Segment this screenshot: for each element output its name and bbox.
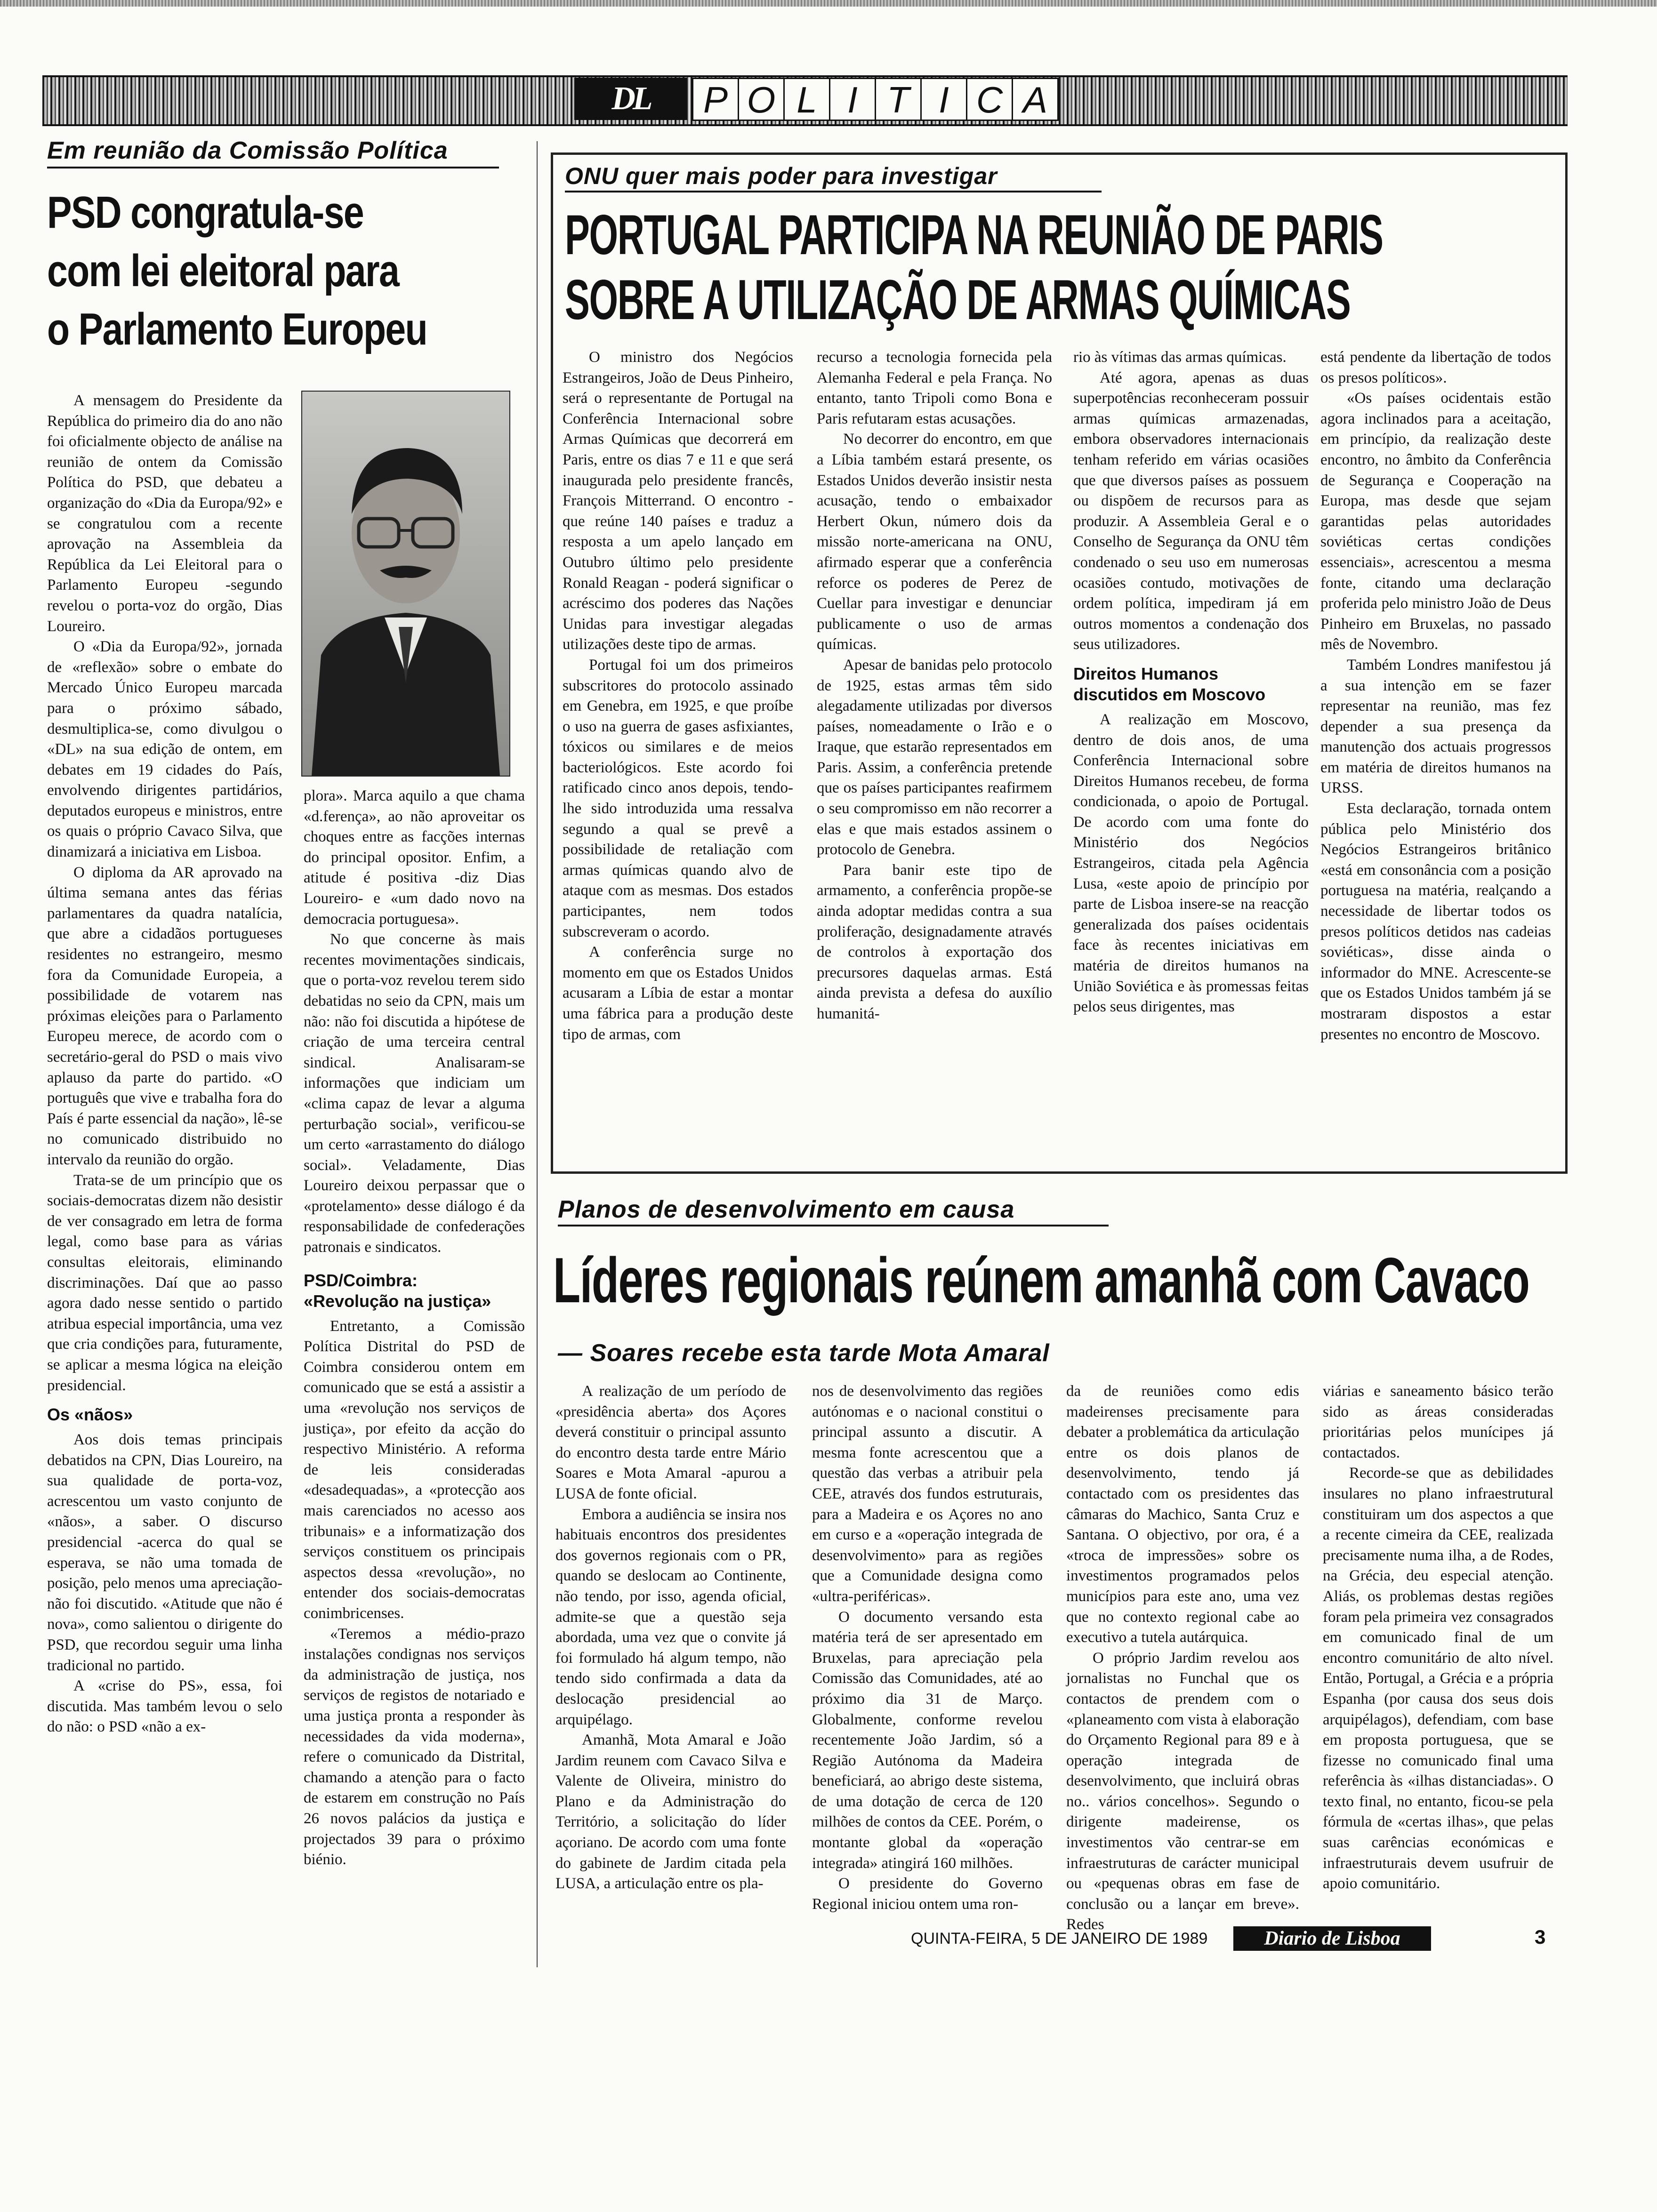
left-article-column-2	[304, 786, 525, 1870]
portrait-image	[302, 392, 509, 776]
onu-article-column-4	[1320, 347, 1551, 1045]
section-letter: T	[875, 78, 922, 121]
paragraph: A realização de um período de «presidência aberta» dos Açores deverá constituir o principal assunto do encontro desta tarde entre Mário Soares e Mota Amaral -apurou a LUSA de fonte oficial.	[555, 1383, 786, 1502]
onu-article-headline	[565, 202, 1563, 332]
paragraph: plora». Marca aquilo a que chama «d.ferença», ao não aproveitar os choques entre as facções internas do principal opositor. Enfim, a atitude é positiva -diz Dias Loureiro- e «um dado novo na democracia portuguesa».	[304, 787, 525, 928]
paragraph: nos de desenvolvimento das regiões autónomas e o nacional constitui o principal assunto a discutir. A mesma fonte acrescentou que a questão das verbas a atribuir pela CEE, através dos fundos estruturais, para a Madeira e os Açores no ano em curso e a «operação integrada de desenvolvimento» para as regiões que a Comunidade designa como «ultra-periféricas».	[812, 1383, 1043, 1605]
paragraph: O «Dia da Europa/92», jornada de «reflexão» sobre o embate do Mercado Único Europeu marcada para o próximo sábado, desmultiplica-se, como divulgou o «DL» na sua edição de ontem, em debates em 19 cidades do País, envolvendo dirigentes partidários, deputados europeus e ministros, entre os quais o próprio Cavaco Silva, que dinamizará a iniciativa em Lisboa.	[47, 638, 282, 861]
portrait-photo	[301, 391, 510, 777]
paragraph: Esta declaração, tornada ontem pública pelo Ministério dos Negócios Estrangeiros britânico «está em consonância com a posição portuguesa na matéria, realçando a necessidade de libertar todos os presos políticos detidos nas cadeias soviéticas», disse ainda o informador do MNE. Acrescente-se que os Estados Unidos também já se mostraram dispostos a estar presentes no encontro de Moscovo.	[1320, 800, 1551, 1043]
headline-line: o Parlamento Europeu	[47, 304, 427, 354]
paragraph: da de reuniões como edis madeirenses precisamente para debater a problemática da articulação entre os dois planos de desenvolvimento, tendo já contactado com os presidentes das câmaras do Machico, Santa Cruz e Santana. O objectivo, por ora, é a «troca de impressões» sobre os investimentos programados pelos municípios para este ano, uma vez que no contexto regional cabe ao executivo a tutela autárquica.	[1066, 1383, 1299, 1646]
subhead-coimbra-line-1: PSD/Coimbra:	[304, 1270, 418, 1290]
section-letter: O	[738, 78, 785, 121]
headline-line: com lei eleitoral para	[47, 246, 399, 296]
paragraph: Também Londres manifestou já a sua intenção em se fazer representar na reunião, mas fez depender a sua presença da manutenção dos actuais progressos em matéria de direitos humanos na URSS.	[1320, 656, 1551, 797]
paragraph: está pendente da libertação de todos os presos políticos».	[1320, 349, 1551, 386]
onu-article-column-3	[1073, 347, 1309, 1018]
paragraph: Embora a audiência se insira nos habituais encontros dos presidentes dos governos regionais com o PR, quando se deslocam ao Continente, não tendo, por isso, agenda oficial, admite-se que a questão seja abordada, uma vez que o convite já foi formulado há algum tempo, não tendo sido confirmada a data da deslocação presidencial ao arquipélago.	[555, 1506, 786, 1728]
regional-article-column-3	[1066, 1381, 1299, 1935]
footer-date: QUINTA-FEIRA, 5 DE JANEIRO DE 1989	[911, 1930, 1208, 1948]
section-letter: L	[783, 78, 830, 121]
paragraph: A realização em Moscovo, dentro de dois anos, de uma Conferência Internacional sobre Direitos Humanos recebeu, de forma condicionada, o apoio de Portugal. De acordo com uma fonte do Ministério dos Negócios Estrangeiros, citada pela Agência Lusa, «este apoio de princípio por parte de Lisboa insere-se na reacção generalizada dos países ocidentais face às recentes iniciativas em matéria de direitos humanos na União Soviética e às promessas feitas pelos seus dirigentes, mas	[1073, 711, 1309, 1016]
newspaper-logo-dl: DL	[574, 78, 687, 120]
paragraph: Apesar de banidas pelo protocolo de 1925, estas armas têm sido alegadamente utilizadas por diversos países, nomeadamente o Irão e o Iraque, que estarão representados em Paris. Assim, a conferência pretende que os países participantes reafirmem o seu compromisso em não recorrer a elas e que mais estados assinem o protocolo de Genebra.	[817, 656, 1052, 858]
headline-line: PORTUGAL PARTICIPA NA REUNIÃO DE PARIS	[565, 203, 1383, 266]
paragraph: Amanhã, Mota Amaral e João Jardim reunem com Cavaco Silva e Valente de Oliveira, ministro do Plano e da Administração do Território, a solicitação do líder açoriano. De acordo com uma fonte do gabinete de Jardim citada pela LUSA, a articulação entre os pla-	[555, 1731, 786, 1892]
column-divider	[537, 141, 538, 1967]
paragraph: Trata-se de um princípio que os sociais-democratas dizem não desistir de ver consagrado em letra de forma legal, como base para as várias consultas eleitorais, eliminando discriminações. Daí que ao passo agora dado nesse sentido o partido atribua especial importância, uma vez que cria condições para, futuramente, se aplicar a mesma lógica na eleição presidencial.	[47, 1171, 282, 1394]
paragraph: Até agora, apenas as duas superpotências reconheceram possuir armas químicas armazenadas, embora observadores internacionais tenham referido em várias ocasiões que que diversos países as possuem ou dispõem de recursos para as produzir. A Assembleia Geral e o Conselho de Segurança da ONU têm condenado o seu uso em numerosas ocasiões contudo, motivações de ordem política, impediram já em outros momentos a condenação dos seus utilizadores.	[1073, 369, 1309, 653]
paragraph: Aos dois temas principais debatidos na CPN, Dias Loureiro, na sua qualidade de porta-voz, acrescentou um vasto conjunto de «nãos», a saber. O discurso presidencial -acerca do qual se esperava, se não uma tomada de posição, pelo menos uma apreciação- não foi discutido. «Atitude que não é nova», como salientou o dirigente do PSD, que recordou seguir uma linha tradicional no partido.	[47, 1431, 282, 1674]
paragraph: «Os países ocidentais estão agora inclinados para a aceitação, em princípio, da realização deste encontro, no âmbito da Conferência de Segurança e Cooperação na Europa, mas desde que sejam garantidas pelas autoridades soviéticas certas condições essenciais», acrescentou a mesma fonte, citando uma declaração proferida pelo ministro João de Deus Pinheiro em Bruxelas, no passado mês de Novembro.	[1320, 390, 1551, 653]
subhead-coimbra-line-2: «Revolução na justiça»	[304, 1291, 491, 1311]
paragraph: rio às vítimas das armas químicas.	[1073, 349, 1287, 366]
paragraph: Portugal foi um dos primeiros subscritores do protocolo assinado em Genebra, em 1925, e que proíbe o uso na guerra de gases asfixiantes, tóxicos ou similares e de meios bacteriológicos. Este acordo foi ratificado cinco anos depois, tendo-lhe sido introduzida uma ressalva segundo a qual se prevê a possibilidade de retaliação com armas químicas quando alvo de ataque com as mesmas. Dos estados participantes, nem todos subscreveram o acordo.	[563, 656, 793, 940]
regional-article-subheadline: — Soares recebe esta tarde Mota Amaral	[558, 1339, 1050, 1367]
page-edge-strip	[0, 0, 1657, 7]
subhead-direitos-humanos	[1073, 664, 1309, 705]
left-article-column-1-top	[47, 391, 282, 1738]
paragraph: O diploma da AR aprovado na última semana antes das férias parlamentares da quadra natalícia, que abre a cidadãos portugueses residentes no estrangeiro, mesmo fora da Comunidade Europeia, a possibilidade de votarem nas próximas eleições para o Parlamento Europeu merece, de acordo com o secretário-geral do PSD o mais vivo aplauso da parte do partido. «O português que vive e trabalha fora do País é parte essencial da nação», lê-se no comunicado distribuido no intervalo da reunião do orgão.	[47, 864, 282, 1168]
paragraph: O ministro dos Negócios Estrangeiros, João de Deus Pinheiro, será o representante de Portugal na Conferência Internacional sobre Armas Químicas que decorrerá em Paris, entre os dias 7 e 11 e que será inaugurada pelo presidente francês, François Mitterrand. O encontro - que reúne 140 países e traduz a resposta a um apelo lançado em Outubro último pelo presidente Ronald Reagan - poderá significar o acréscimo dos poderes das Nações Unidas para investigar alegadas utilizações deste tipo de armas.	[563, 349, 793, 653]
section-letter: I	[829, 78, 876, 121]
paragraph: A mensagem do Presidente da República do primeiro dia do ano não foi oficialmente objecto de análise na reunião de ontem da Comissão Política do PSD, que debateu a organização do «Dia da Europa/92» e se congratulou com a recente aprovação na Assembleia da República da Lei Eleitoral para o Parlamento Europeu -segundo revelou o porta-voz do orgão, Dias Loureiro.	[47, 392, 282, 635]
section-letter: C	[966, 78, 1013, 121]
onu-article-column-1	[563, 347, 793, 1045]
regional-article-kicker: Planos de desenvolvimento em causa	[558, 1195, 1109, 1226]
paragraph: A conferência surge no momento em que os Estados Unidos acusaram a Líbia de estar a montar uma fábrica para a produção deste tipo de armas, com	[563, 944, 793, 1043]
paragraph: viárias e saneamento básico terão sido as áreas consideradas prioritárias pelos munícipes já contactados.	[1323, 1383, 1553, 1461]
section-letter: P	[692, 78, 739, 121]
left-article-kicker: Em reunião da Comissão Política	[47, 136, 499, 168]
paragraph: recurso a tecnologia fornecida pela Alemanha Federal e pela França. No entanto, tanto Tripoli como Bona e Paris refutaram estas acusações.	[817, 349, 1052, 427]
regional-article-headline: Líderes regionais reúnem amanhã com Cavaco	[553, 1244, 1529, 1316]
paragraph: O documento versando esta matéria terá de ser apresentado em Bruxelas, para apreciação pela Comissão das Comunidades, até ao próximo dia 31 de Março. Globalmente, conforme revelou recentemente João Jardim, só a Região Autónoma da Madeira beneficiará, ao abrigo deste sistema, de uma dotação de cerca de 120 milhões de contos da CEE. Porém, o montante global da «operação integrada» atingirá 160 milhões.	[812, 1608, 1043, 1872]
paragraph: No decorrer do encontro, em que a Líbia também estará presente, os Estados Unidos deverão insistir nesta acusação, tendo o embaixador Herbert Okun, número dois da missão norte-americana na ONU, afirmado esperar que a conferência reforce os poderes de Perez de Cuellar para investigar e denunciar publicamente o uso de armas químicas.	[817, 431, 1052, 653]
headline-line: PSD congratula-se	[47, 187, 364, 238]
paragraph: A «crise do PS», essa, foi discutida. Mas também levou o selo do não: o PSD «não a ex-	[47, 1677, 282, 1736]
subhead-naos: Os «nãos»	[47, 1405, 133, 1425]
section-title-politica	[692, 78, 1057, 120]
footer-page-number: 3	[1535, 1926, 1546, 1948]
paragraph: Recorde-se que as debilidades insulares no plano infraestrutural constituiram um dos aspectos a que a recente cimeira da CEE, realizada precisamente numa ilha, a de Rodes, na Grécia, deu especial atenção. Aliás, os problemas destas regiões foram pela primeira vez consagrados em comunicado final de um encontro comunitário de alto nível. Então, Portugal, a Grécia e a própria Espanha (por causa dos seus dois arquipélagos), defendiam, com base em proposta portuguesa, que se fizesse no comunicado final uma referência às «ilhas distanciadas». O texto final, no entanto, ficou-se pela fórmula de «certas ilhas», que pelas suas carências económicas e infraestruturais devem usufruir de apoio comunitário.	[1323, 1465, 1553, 1892]
headline-line: SOBRE A UTILIZAÇÃO DE ARMAS QUÍMICAS	[565, 268, 1351, 331]
regional-article-column-1	[555, 1381, 786, 1894]
paragraph: No que concerne às mais recentes movimentações sindicais, que o porta-voz revelou terem sido debatidas no seio da CPN, mais um não: não foi discutida a hipótese de criação de uma terceira central sindical. Analisaram-se informações que indiciam um «clima capaz de levar a alguma perturbação social», verificou-se um certo «arrastamento do diálogo social». Veladamente, Dias Loureiro deixou perpassar que o «protelamento» desse diálogo é da responsabilidade de confederações patronais e sindicatos.	[304, 931, 525, 1256]
regional-article-column-4	[1323, 1381, 1553, 1894]
left-article-headline	[47, 184, 518, 359]
section-letter: I	[920, 78, 967, 121]
paragraph: O próprio Jardim revelou aos jornalistas no Funchal que os contactos de prendem com o «planeamento com vista à elaboração do Orçamento Regional para 89 e à operação integrada de desenvolvimento, que incluirá obras no.. vários concelhos». Segundo o dirigente madeirense, os investimentos vão centrar-se em infraestruturas de carácter municipal ou «pequenas obras em fase de conclusão ou a lançar em breve». Redes	[1066, 1649, 1299, 1933]
subhead-coimbra	[304, 1270, 525, 1312]
paragraph: Para banir este tipo de armamento, a conferência propõe-se ainda adoptar medidas contra a sua proliferação, designadamente através de controlos à exportação dos precursores daquelas armas. Está ainda prevista a defesa do auxílio humanitá-	[817, 861, 1052, 1022]
onu-article-kicker: ONU quer mais poder para investigar	[565, 162, 1102, 192]
subhead-line-1: Direitos Humanos	[1073, 664, 1219, 683]
section-letter: A	[1012, 78, 1059, 121]
footer-masthead: Diario de Lisboa	[1233, 1926, 1431, 1951]
paragraph: O presidente do Governo Regional iniciou ontem uma ron-	[812, 1875, 1043, 1913]
paragraph: Entretanto, a Comissão Política Distrital do PSD de Coimbra considerou ontem em comunicado que se está a assistir a uma «revolução nos serviços de justiça», por efeito da acção do respectivo Ministério. A reforma de leis consideradas «desadequadas», a «protecção aos mais carenciados no acesso aos tribunais» e a informatização dos serviços constituem os principais aspectos dessa «revolução», no entender dos sociais-democratas conimbricenses.	[304, 1317, 525, 1622]
regional-article-column-2	[812, 1381, 1043, 1915]
onu-article-column-2	[817, 347, 1052, 1025]
paragraph: «Teremos a médio-prazo instalações condignas nos serviços da administração de justiça, nos serviços de registos de notariado e uma justiça pronta a responder às necessidades da vida moderna», refere o comunicado da Distrital, chamando a atenção para o facto de estarem em construção no País 26 novos palácios da justiça e projectados 39 para o próximo biénio.	[304, 1625, 525, 1868]
subhead-line-2: discutidos em Moscovo	[1073, 684, 1266, 704]
